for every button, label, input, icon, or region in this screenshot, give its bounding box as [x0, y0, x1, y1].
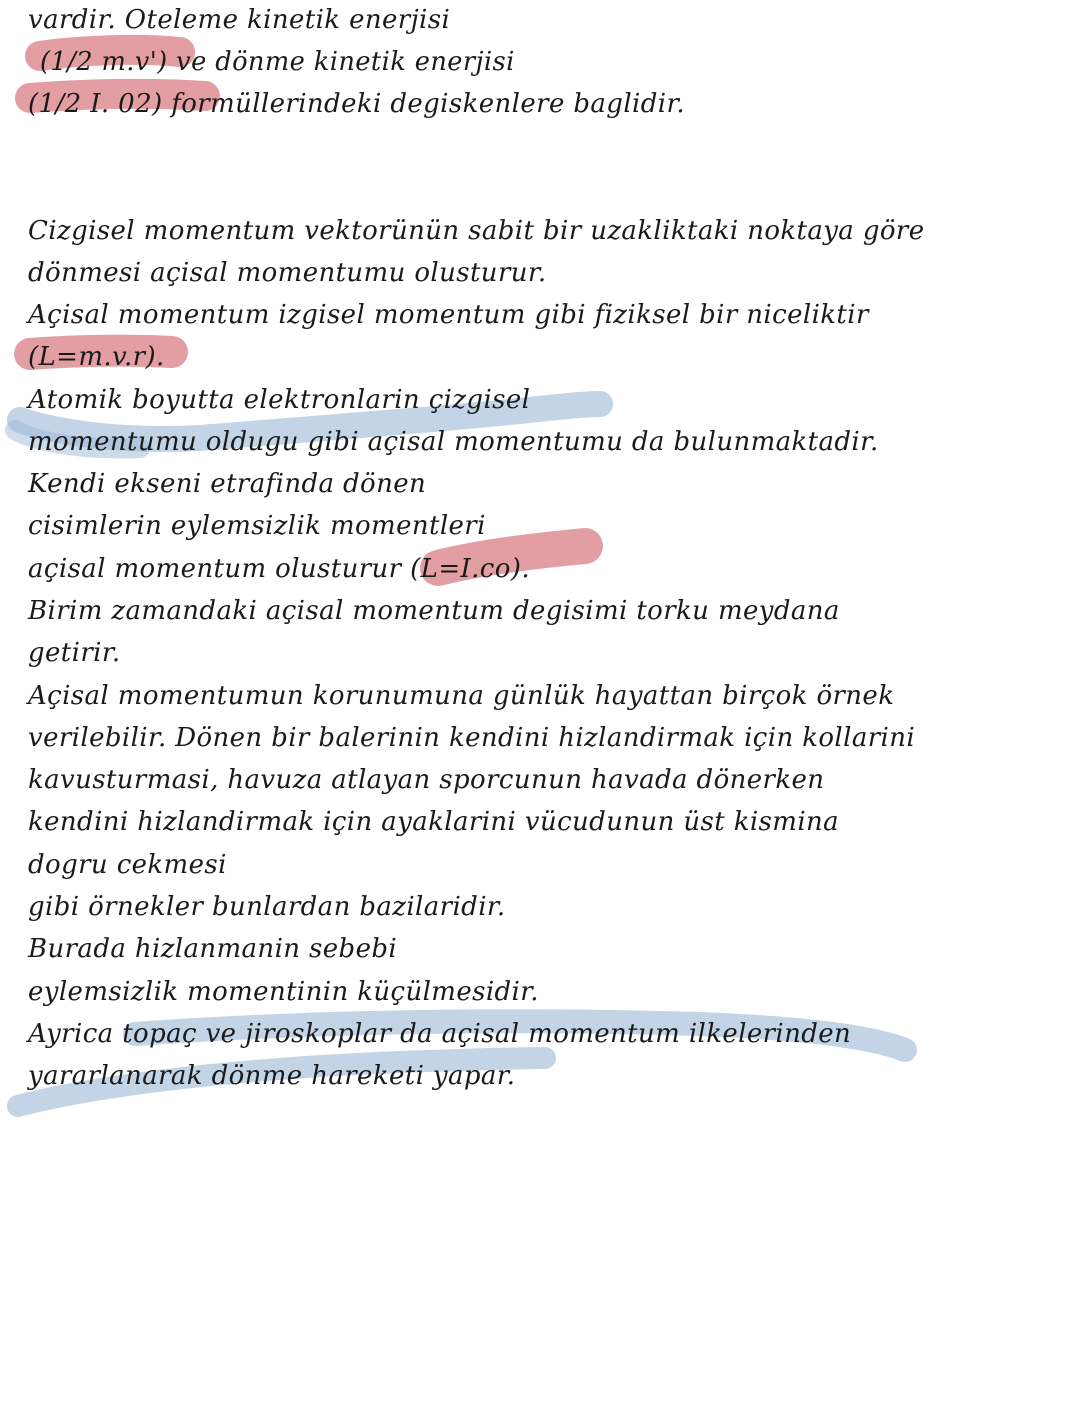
note-line: (1/2 m.v') ve dönme kinetik enerjisi	[40, 47, 515, 77]
note-line: kendini hizlandirmak için ayaklarini vücudunun üst kismina	[28, 807, 840, 837]
note-line: getirir.	[28, 638, 121, 668]
note-line: verilebilir. Dönen bir balerinin kendini hizlandirmak için kollarini	[28, 723, 916, 753]
note-line: Kendi ekseni etrafinda dönen	[28, 469, 427, 499]
note-line: eylemsizlik momentinin küçülmesidir.	[28, 977, 539, 1007]
note-line: momentumu oldugu gibi açisal momentumu da bulunmaktadir.	[28, 427, 879, 457]
note-line: dogru cekmesi	[28, 850, 227, 880]
note-line: Atomik boyutta elektronlarin çizgisel	[28, 385, 531, 415]
note-line: Açisal momentumun korunumuna günlük hayattan birçok örnek	[28, 681, 895, 711]
note-line: vardir. Oteleme kinetik enerjisi	[28, 5, 451, 35]
note-line: cisimlerin eylemsizlik momentleri	[28, 511, 486, 541]
note-line: Ayrica topaç ve jiroskoplar da açisal momentum ilkelerinden	[28, 1019, 852, 1049]
note-line: (L=m.v.r).	[28, 342, 165, 372]
note-line: yararlanarak dönme hareketi yapar.	[28, 1061, 516, 1091]
note-line: Birim zamandaki açisal momentum degisimi torku meydana	[28, 596, 840, 626]
note-line: dönmesi açisal momentumu olusturur.	[28, 258, 547, 288]
note-line: gibi örnekler bunlardan bazilaridir.	[28, 892, 506, 922]
note-line: Burada hizlanmanin sebebi	[28, 934, 398, 964]
note-line: (1/2 I. 02) formüllerindeki degiskenlere baglidir.	[28, 89, 686, 119]
note-line: Açisal momentum izgisel momentum gibi fiziksel bir niceliktir	[28, 300, 869, 330]
note-line: açisal momentum olusturur (L=I.co).	[28, 554, 530, 584]
note-line: Cizgisel momentum vektorünün sabit bir uzakliktaki noktaya göre	[28, 216, 925, 246]
note-line: kavusturmasi, havuza atlayan sporcunun havada dönerken	[28, 765, 825, 795]
